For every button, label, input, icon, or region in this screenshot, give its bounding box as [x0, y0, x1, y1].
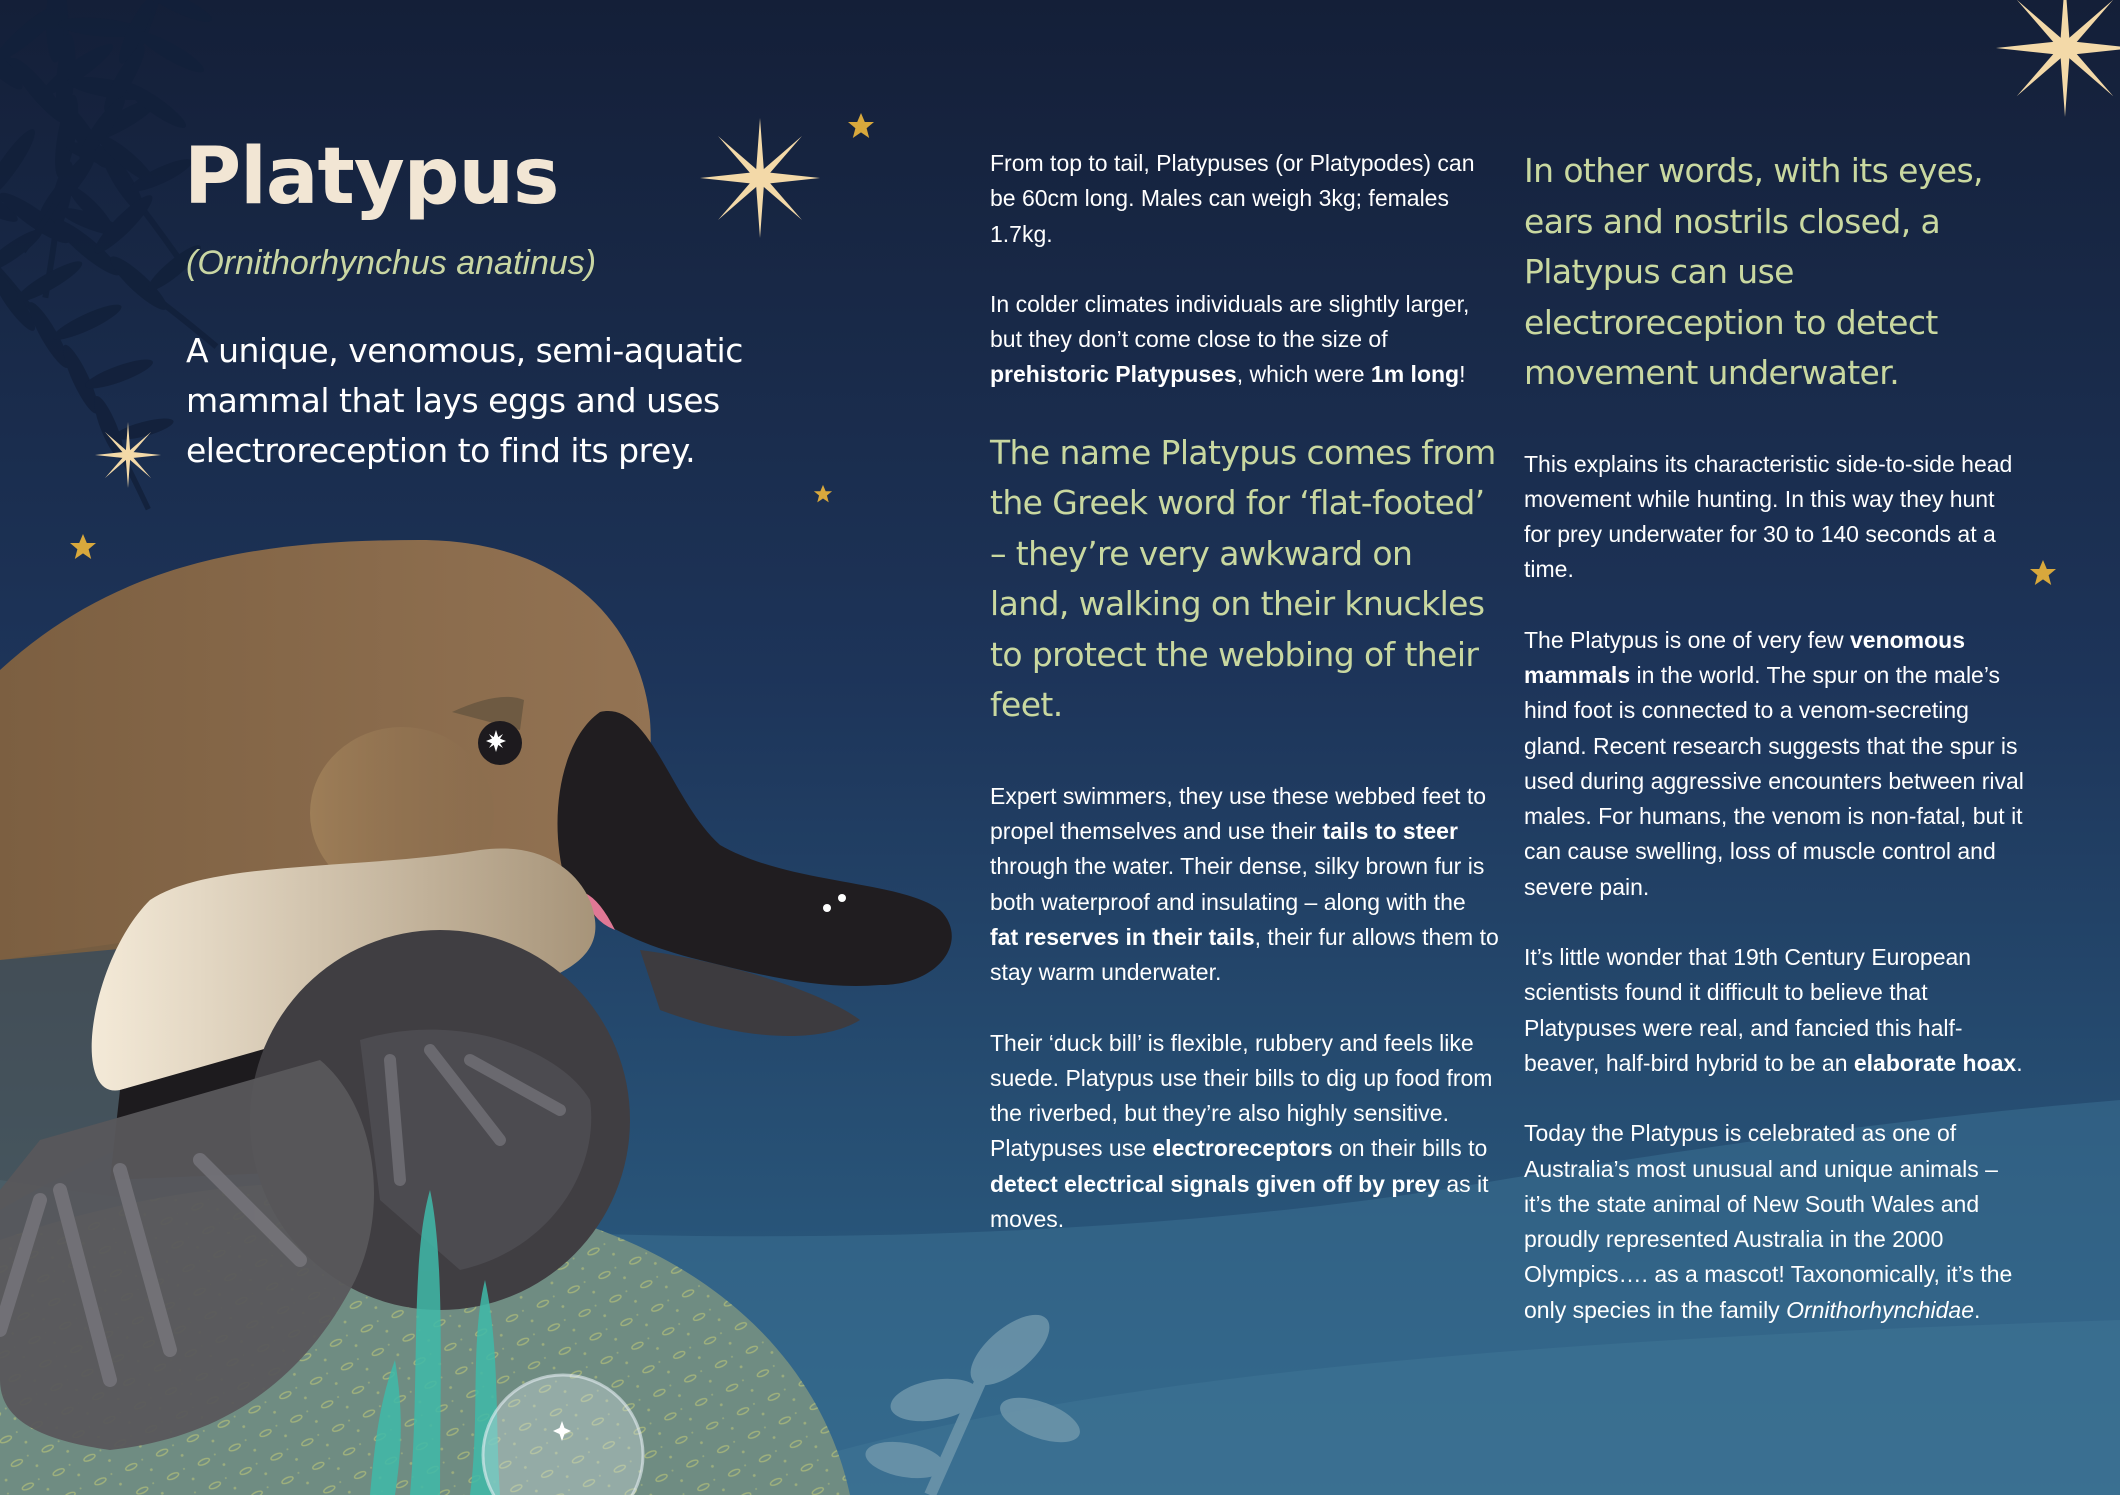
paragraph-hunting: This explains its characteristic side-to-side head movement while hunting. In this way they hunt for prey underwater for 30 to 140 seconds at a time. — [1524, 450, 2013, 583]
page-title: Platypus — [184, 132, 559, 222]
bold-text: prehistoric Platypuses — [990, 361, 1237, 388]
scientific-name: (Ornithorhynchus anatinus) — [186, 244, 597, 282]
paragraph-size: From top to tail, Platypuses (or Platypodes) can be 60cm long. Males can weigh 3kg; females 1.7kg. — [990, 150, 1475, 247]
paragraph-celebrated: Today the Platypus is celebrated as one of Australia’s most unusual and unique animals – it’s the state animal of New South Wales and proudly represented Australia in the 2000 Olympics…. as a mascot! Taxonomically, it’s the only species in the family Ornithorhynchidae. — [1524, 1120, 2013, 1323]
bold-text: 1m long — [1370, 361, 1460, 388]
bold-text: tails to steer — [1322, 818, 1458, 845]
bold-text: venomous mammals — [1524, 626, 1966, 688]
paragraph-climate: In colder climates individuals are slightly larger, but they don’t come close to the size of prehistoric Platypuses, which were 1m long! — [990, 290, 1470, 388]
paragraph-hoax: It’s little wonder that 19th Century European scientists found it difficult to believe that Platypuses were real, and fancied this half-beaver, half-bird hybrid to be an elaborate hoax. — [1524, 944, 2023, 1076]
bold-text: elaborate hoax — [1853, 1049, 2017, 1076]
paragraph-swimmers: Expert swimmers, they use these webbed feet to propel themselves and use their tails to steer through the water. Their dense, silky brown fur is both waterproof and insulating – along with the fat reserves in their tails, their fur allows them to stay warm underwater. — [990, 782, 1499, 986]
text-column-2 — [1524, 146, 2024, 1363]
intro-text: A unique, venomous, semi-aquatic mammal that lays eggs and uses electroreception to find its prey. — [186, 331, 743, 470]
pull-quote-electroreception: In other words, with its eyes, ears and nostrils closed, a Platypus can use electroreception to detect movement underwater. — [1524, 151, 1983, 392]
text-column-1 — [990, 146, 1500, 1272]
bold-text: electroreceptors — [1152, 1135, 1333, 1162]
bold-text: fat reserves in their tails — [990, 923, 1255, 950]
paragraph-bill: Their ‘duck bill’ is flexible, rubbery and feels like suede. Platypus use their bills to dig up food from the riverbed, but they’re also highly sensitive. Platypuses use electroreceptors on their bills to detect electrical signals given off by prey as it moves. — [990, 1029, 1493, 1233]
pull-quote-name: The name Platypus comes from the Greek word for ‘flat-footed’ – they’re very awkward on land, walking on their knuckles to protect the webbing of their feet. — [990, 432, 1496, 725]
bold-text: detect electrical signals given off by prey — [990, 1170, 1440, 1197]
paragraph-venom: The Platypus is one of very few venomous mammals in the world. The spur on the male’s hind foot is connected to a venom-secreting gland. Recent research suggests that the spur is used during aggressive encounters between rival males. For humans, the venom is non-fatal, but it can cause swelling, loss of muscle control and severe pain. — [1524, 626, 2024, 900]
italic-text: Ornithorhynchidae — [1786, 1296, 1975, 1323]
